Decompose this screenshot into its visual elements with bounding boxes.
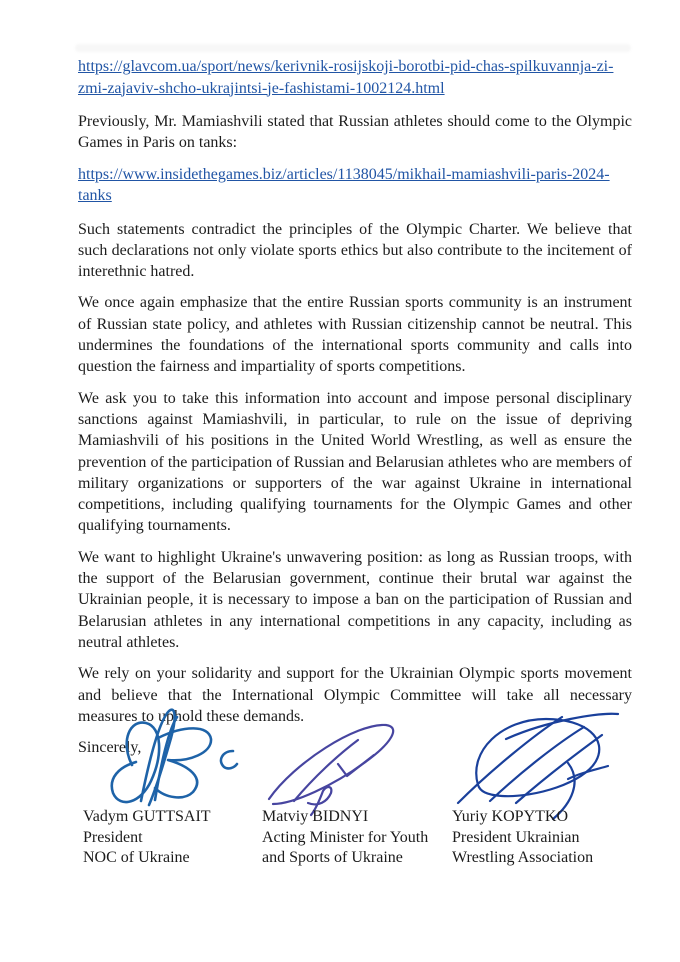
signatory-name: Vadym GUTTSAIT [83, 808, 211, 826]
signature-bidnyi-image [264, 715, 409, 815]
signatory-title-line: NOC of Ukraine [83, 849, 190, 867]
signatories-row [78, 807, 632, 887]
signatory-title-line: Wrestling Association [452, 849, 594, 867]
link-insidethegames-article[interactable] [78, 164, 632, 207]
signatory-title-line: and Sports of Ukraine [262, 849, 403, 867]
link-insidethegames-line-2: tanks [78, 187, 112, 205]
signatory-kopytko [452, 807, 593, 869]
signatory-title-line: President Ukrainian [452, 828, 580, 846]
paragraph-we-want: We want to highlight Ukraine's unwavering position: as long as Russian troops, with the support of the Belarusian government, continue their brutal war against the Ukrainian people, it is necessary to impose a ban on the participation of Russian and Belarusian athletes in any international competitions in any capacity, including as neutral athletes. [78, 548, 632, 651]
signatory-title-line: Acting Minister for Youth [262, 828, 429, 846]
signatory-name: Matviy BIDNYI [262, 808, 369, 826]
signatory-name: Yuriy KOPYTKO [452, 808, 568, 826]
paragraph-we-once-again: We once again emphasize that the entire Russian sports community is an instrument of Russian state policy, and athletes with Russian citizenship cannot be neutral. This undermines the foundations of the international sports community and calls into question the fairness and impartiality of sports competitions. [78, 294, 632, 376]
signatory-guttsait [83, 807, 211, 869]
link-glavcom-article[interactable] [78, 56, 632, 99]
signatory-bidnyi [262, 807, 428, 869]
paragraph-such-statements: Such statements contradict the principles of the Olympic Charter. We believe that such declarations not only violate sports ethics but also contribute to the incitement of interethnic hatred. [78, 220, 632, 281]
link-glavcom-line-1: https://glavcom.ua/sport/news/kerivnik-rosijskoji-borotbi-pid-chas-spilkuvannja-zi- [78, 58, 614, 75]
signatory-title-line: President [83, 828, 143, 846]
paragraph-we-ask-you: We ask you to take this information into account and impose personal disciplinary sanctions against Mamiashvili, in particular, to rule on the issue of depriving Mamiashvili of his positions in the United World Wrestling, as well as ensure the prevention of the participation of Russian and Belarusian athletes who are members of military organizations or supporters of the war against Ukraine in international competitions, including qualifying tournaments for the Olympic Games and other qualifying tournaments. [78, 389, 632, 535]
paragraph-we-rely: We rely on your solidarity and support for the Ukrainian Olympic sports movement and believe that the International Olympic Committee will take all necessary measures to uphold these demands. [78, 665, 632, 725]
link-insidethegames-line-1: https://www.insidethegames.biz/articles/1138045/mikhail-mamiashvili-paris-2024- [78, 165, 610, 183]
link-glavcom-line-2: zmi-zajaviv-shcho-ukrajintsi-je-fashistami-1002124.html [78, 79, 445, 97]
signature-area [78, 737, 632, 807]
closing-sincerely: Sincerely, [78, 739, 142, 757]
paragraph-previously: Previously, Mr. Mamiashvili stated that Russian athletes should come to the Olympic Games in Paris on tanks: [78, 113, 632, 152]
